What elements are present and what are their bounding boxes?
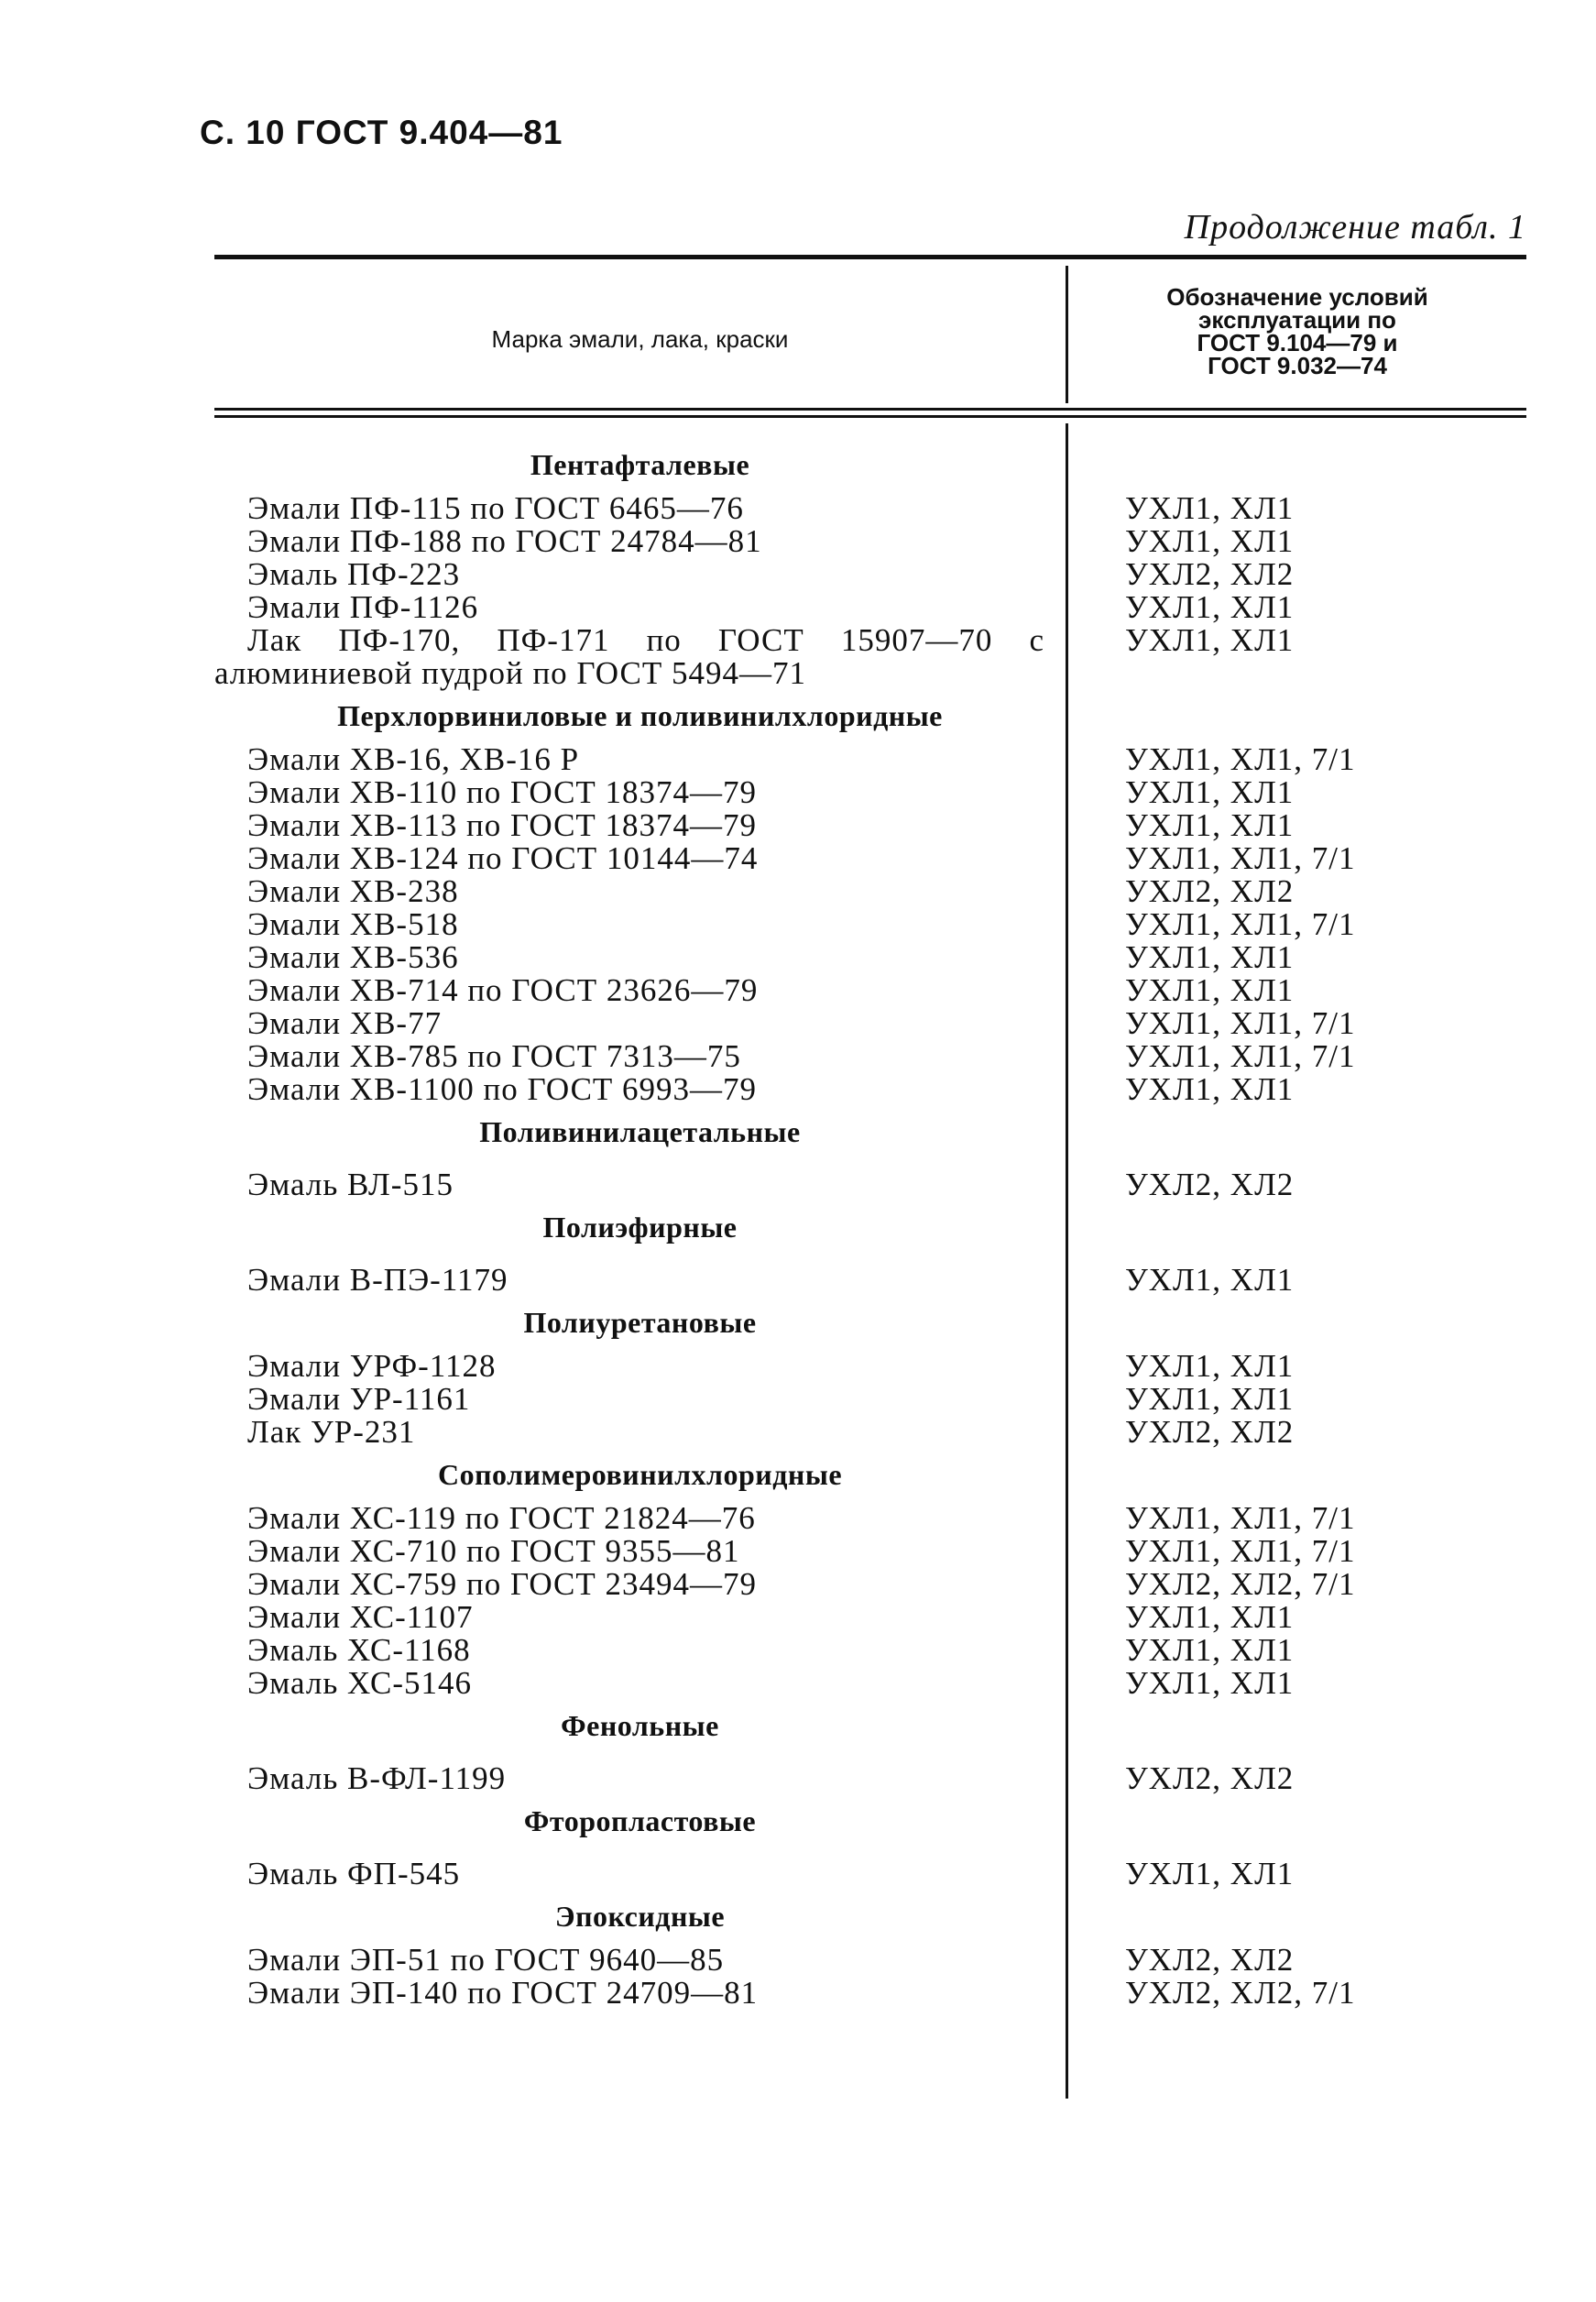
table-row	[214, 1762, 1526, 1795]
column-header-conditions-line: ГОСТ 9.032—74	[1208, 352, 1387, 379]
table-row	[214, 1944, 1526, 1977]
table-row	[214, 908, 1526, 941]
column-header-conditions-line: ГОСТ 9.104—79 и	[1197, 329, 1398, 356]
operating-conditions-cell: УХЛ1, ХЛ1	[1125, 490, 1295, 526]
column-header-conditions-line: Обозначение условий	[1166, 283, 1428, 311]
operating-conditions-cell: УХЛ2, ХЛ2, 7/1	[1125, 1566, 1356, 1602]
table-row	[214, 743, 1526, 776]
column-header-grade: Марка эмали, лака, краски	[491, 325, 789, 353]
table-row	[214, 776, 1526, 809]
material-grade-cell: Эмали ХС-710 по ГОСТ 9355—81	[247, 1533, 740, 1569]
table-row	[214, 1634, 1526, 1667]
group-title: Поливинилацетальные	[479, 1115, 801, 1148]
material-grade-line-continued: алюминиевой пудрой по ГОСТ 5494—71	[214, 655, 806, 691]
material-grade-cell: Эмали ХВ-1100 по ГОСТ 6993—79	[247, 1071, 758, 1107]
group-row	[214, 1801, 1526, 1848]
table-row	[214, 1502, 1526, 1535]
operating-conditions-cell: УХЛ1, ХЛ1, 7/1	[1125, 1533, 1356, 1569]
group-title: Фторопластовые	[523, 1804, 757, 1837]
table-row	[214, 842, 1526, 875]
group-row	[214, 1207, 1526, 1255]
table-row	[214, 1073, 1526, 1106]
operating-conditions-cell: УХЛ2, ХЛ2, 7/1	[1125, 1975, 1356, 2011]
table-continuation-label: Продолжение табл. 1	[1184, 208, 1526, 247]
material-grade-cell: Эмали ЭП-140 по ГОСТ 24709—81	[247, 1975, 759, 2011]
operating-conditions-cell: УХЛ1, ХЛ1, 7/1	[1125, 741, 1356, 777]
header-bottom-rule-second	[214, 415, 1526, 418]
table-row	[214, 1568, 1526, 1601]
table-row	[214, 1168, 1526, 1201]
table-row	[214, 624, 1526, 690]
operating-conditions-cell: УХЛ2, ХЛ2	[1125, 1167, 1295, 1202]
group-row	[214, 1454, 1526, 1502]
operating-conditions-cell: УХЛ2, ХЛ2	[1125, 1414, 1295, 1450]
table-row	[214, 1350, 1526, 1383]
material-grade-cell: Эмали ХВ-110 по ГОСТ 18374—79	[247, 774, 758, 810]
operating-conditions-cell: УХЛ1, ХЛ1	[1125, 1856, 1295, 1891]
group-row	[214, 1112, 1526, 1159]
material-grade-cell	[214, 622, 1044, 691]
table-row	[214, 492, 1526, 525]
material-grade-cell: Эмаль ПФ-223	[247, 556, 461, 592]
group-title: Полиэфирные	[542, 1211, 738, 1244]
operating-conditions-cell: УХЛ1, ХЛ1, 7/1	[1125, 906, 1356, 942]
table-row	[214, 1383, 1526, 1416]
material-grade-cell: Эмаль ХС-1168	[247, 1632, 471, 1668]
operating-conditions-cell: УХЛ1, ХЛ1	[1125, 1665, 1295, 1701]
operating-conditions-cell: УХЛ1, ХЛ1	[1125, 807, 1295, 843]
material-grade-cell: Эмаль ФП-545	[247, 1856, 461, 1891]
material-grade-cell: Эмали ХВ-518	[247, 906, 459, 942]
operating-conditions-cell: УХЛ1, ХЛ1	[1125, 622, 1295, 658]
material-grade-cell: Эмали ХВ-785 по ГОСТ 7313—75	[247, 1038, 741, 1074]
material-grade-line: Лак ПФ-170, ПФ-171 по ГОСТ 15907—70 с	[247, 622, 1044, 658]
operating-conditions-cell: УХЛ1, ХЛ1, 7/1	[1125, 1005, 1356, 1041]
group-title: Эпоксидные	[554, 1900, 726, 1933]
table-row	[214, 1977, 1526, 2010]
operating-conditions-cell: УХЛ2, ХЛ2	[1125, 873, 1295, 909]
material-grade-cell: Эмали ХВ-124 по ГОСТ 10144—74	[247, 840, 759, 876]
table-row	[214, 941, 1526, 974]
table-row	[214, 1667, 1526, 1700]
material-grade-cell: Эмали ХВ-16, ХВ-16 Р	[247, 741, 580, 777]
material-grade-cell: Эмали ХС-1107	[247, 1599, 474, 1635]
table-row	[214, 974, 1526, 1007]
operating-conditions-cell: УХЛ2, ХЛ2	[1125, 556, 1295, 592]
group-title: Пентафталевые	[530, 448, 750, 481]
group-row	[214, 1302, 1526, 1350]
table-row	[214, 1007, 1526, 1040]
material-grade-cell: Эмаль ВЛ-515	[247, 1167, 454, 1202]
operating-conditions-cell: УХЛ1, ХЛ1	[1125, 1348, 1295, 1384]
material-grade-cell: Лак УР-231	[247, 1414, 416, 1450]
header-bottom-rule	[214, 408, 1526, 411]
material-grade-cell: Эмали ПФ-188 по ГОСТ 24784—81	[247, 523, 762, 559]
material-grade-cell: Эмали ХВ-536	[247, 939, 459, 975]
material-grade-cell: Эмали ХВ-113 по ГОСТ 18374—79	[247, 807, 758, 843]
table-row	[214, 558, 1526, 591]
table-row	[214, 1858, 1526, 1891]
operating-conditions-cell: УХЛ1, ХЛ1	[1125, 972, 1295, 1008]
table-row	[214, 525, 1526, 558]
material-grade-cell: Эмаль ХС-5146	[247, 1665, 472, 1701]
group-row	[214, 444, 1526, 492]
group-title: Фенольные	[561, 1709, 719, 1742]
group-row	[214, 1705, 1526, 1753]
operating-conditions-cell: УХЛ1, ХЛ1, 7/1	[1125, 840, 1356, 876]
operating-conditions-cell: УХЛ1, ХЛ1	[1125, 1071, 1295, 1107]
material-grade-cell: Эмали УРФ-1128	[247, 1348, 497, 1384]
material-grade-cell: Эмаль В-ФЛ-1199	[247, 1760, 507, 1796]
operating-conditions-cell: УХЛ1, ХЛ1	[1125, 939, 1295, 975]
operating-conditions-cell: УХЛ1, ХЛ1, 7/1	[1125, 1038, 1356, 1074]
operating-conditions-cell: УХЛ1, ХЛ1	[1125, 523, 1295, 559]
column-header-conditions	[1068, 283, 1526, 379]
material-grade-cell: Эмали ПФ-1126	[247, 589, 479, 625]
table-row	[214, 1416, 1526, 1449]
table-row	[214, 1601, 1526, 1634]
material-grade-cell: Эмали ХВ-238	[247, 873, 459, 909]
material-grade-cell: Эмали ПФ-115 по ГОСТ 6465—76	[247, 490, 744, 526]
page-header: С. 10 ГОСТ 9.404—81	[200, 114, 563, 151]
material-grade-cell: Эмали ХВ-714 по ГОСТ 23626—79	[247, 972, 759, 1008]
group-title: Полиуретановые	[523, 1306, 757, 1339]
group-row	[214, 1896, 1526, 1944]
operating-conditions-cell: УХЛ2, ХЛ2	[1125, 1760, 1295, 1796]
column-header-conditions-line: эксплуатации по	[1198, 306, 1396, 334]
material-grade-cell: Эмали В-ПЭ-1179	[247, 1262, 508, 1298]
material-grade-cell: Эмали УР-1161	[247, 1381, 471, 1417]
material-grade-cell: Эмали ХС-119 по ГОСТ 21824—76	[247, 1500, 756, 1536]
table-row	[214, 1264, 1526, 1297]
operating-conditions-cell: УХЛ1, ХЛ1	[1125, 1262, 1295, 1298]
operating-conditions-cell: УХЛ1, ХЛ1	[1125, 1632, 1295, 1668]
group-title: Сополимеровинилхлоридные	[437, 1458, 843, 1491]
table-body	[214, 444, 1526, 2010]
operating-conditions-cell: УХЛ1, ХЛ1	[1125, 1381, 1295, 1417]
material-grade-cell: Эмали ХВ-77	[247, 1005, 443, 1041]
table-top-rule	[214, 255, 1526, 259]
operating-conditions-cell: УХЛ1, ХЛ1, 7/1	[1125, 1500, 1356, 1536]
table-row	[214, 1535, 1526, 1568]
table-row	[214, 809, 1526, 842]
material-grade-cell: Эмали ХС-759 по ГОСТ 23494—79	[247, 1566, 758, 1602]
table-row	[214, 875, 1526, 908]
table-row	[214, 1040, 1526, 1073]
material-grade-cell: Эмали ЭП-51 по ГОСТ 9640—85	[247, 1942, 725, 1978]
operating-conditions-cell: УХЛ1, ХЛ1	[1125, 1599, 1295, 1635]
table-row	[214, 591, 1526, 624]
group-title: Перхлорвиниловые и поливинилхлоридные	[337, 699, 943, 732]
operating-conditions-cell: УХЛ2, ХЛ2	[1125, 1942, 1295, 1978]
group-row	[214, 696, 1526, 743]
operating-conditions-cell: УХЛ1, ХЛ1	[1125, 774, 1295, 810]
operating-conditions-cell: УХЛ1, ХЛ1	[1125, 589, 1295, 625]
